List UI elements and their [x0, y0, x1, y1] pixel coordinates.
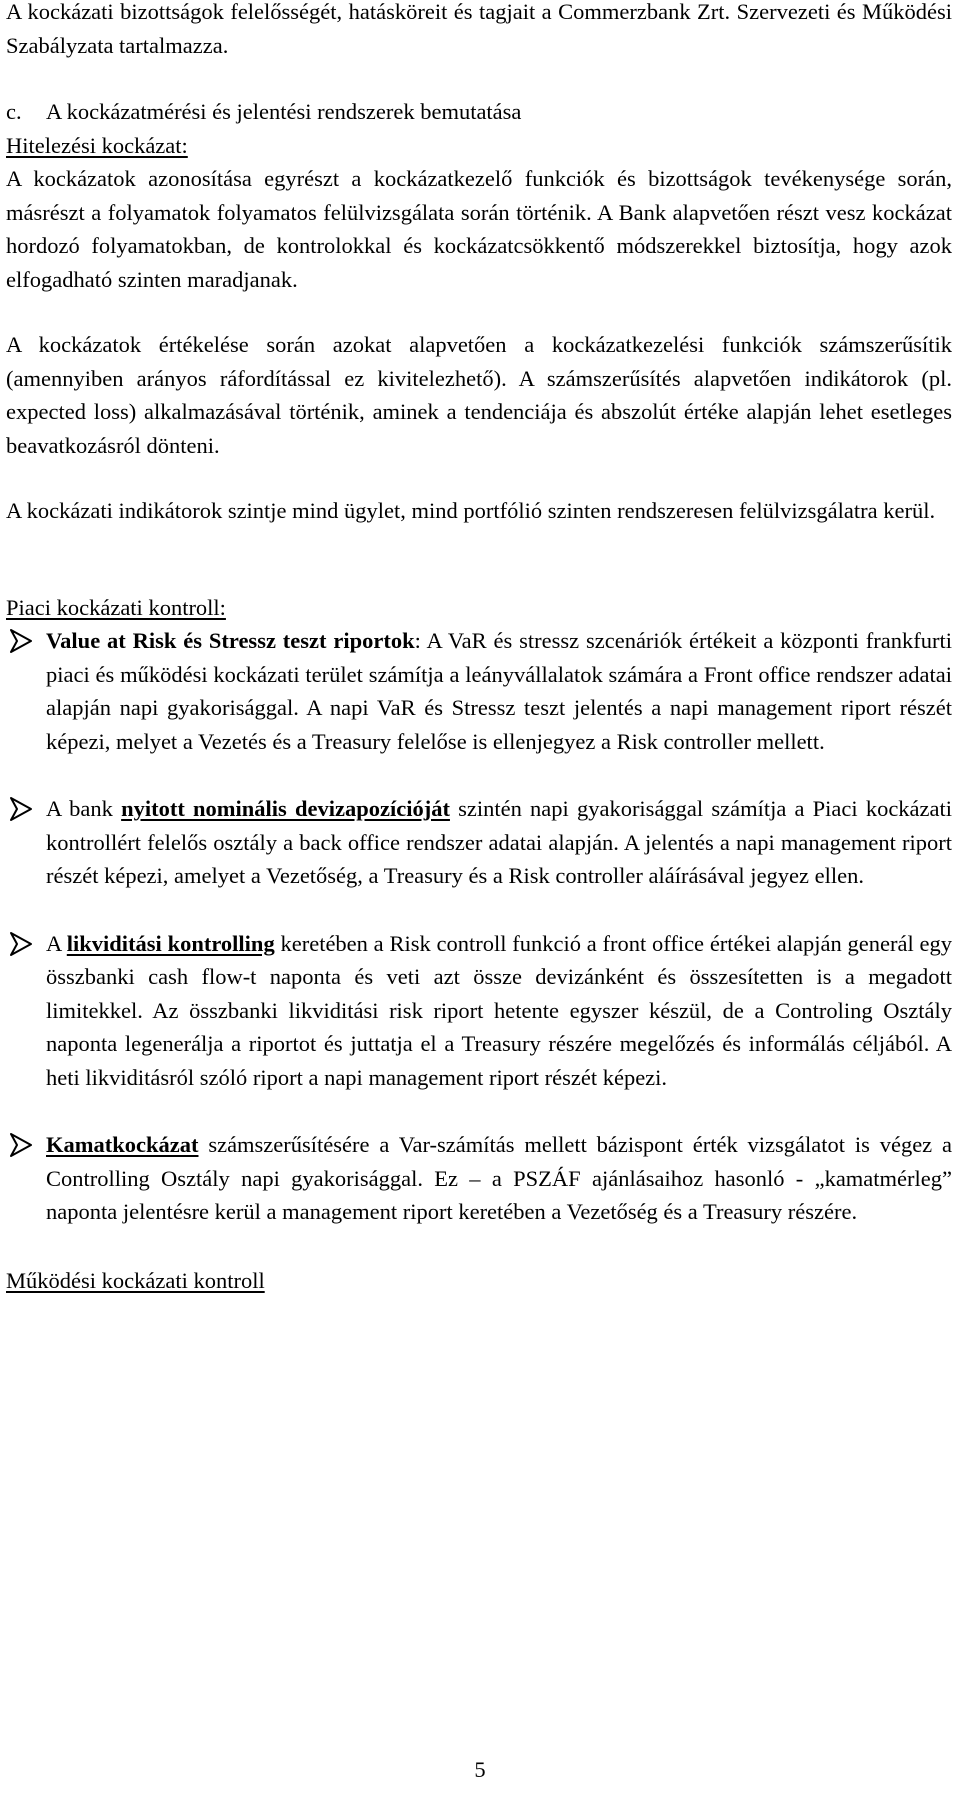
- credit-risk-heading: Hitelezési kockázat:: [6, 132, 188, 158]
- section-c-label: c.: [6, 99, 22, 124]
- arrowhead-bullet-icon: [8, 626, 34, 656]
- credit-paragraph-3: A kockázati indikátorok szintje mind ügylet, mind portfólió szinten rendszeresen felülvizsgálatra kerül.: [6, 498, 936, 523]
- bullet-liquidity-bold: likviditási kontrolling: [66, 930, 275, 956]
- section-c-title: [6, 95, 952, 129]
- bullet-item-var: Value at Risk és Stressz teszt riportok: A VaR és stressz szcenáriók értékeit a központi frankfurti piaci és működési kockázati terület számítja a leányvállalatok számára a Front office rendszer adatai alapján napi gyakorisággal. A napi VaR és Stressz teszt jelentés a napi management riport részét képezi, melyet a Vezetés és a Treasury felelőse is ellenjegyez a Risk controller mellett.: [6, 624, 952, 758]
- intro-paragraph: A kockázati bizottságok felelősségét, hatásköreit és tagjait a Commerzbank Zrt. Szervezeti és Működési Szabályzata tartalmazza.: [6, 0, 952, 58]
- bullet-fx-bold: nyitott nominális devizapozícióját: [121, 796, 450, 821]
- arrowhead-bullet-icon: [8, 1130, 34, 1160]
- market-risk-heading: Piaci kockázati kontroll:: [6, 594, 226, 620]
- arrowhead-bullet-icon: [8, 794, 34, 824]
- bullet-item-fx-position: A bank nyitott nominális devizapozícióját szintén napi gyakorisággal számítja a Piaci kockázati kontrollért felelős osztály a back office rendszer adatai alapján. A jelentés a napi management riport részét képezi, amelyet a Vezetőség, a Treasury és a Risk controller aláírásával jegyez ellen.: [6, 792, 952, 893]
- page-number: 5: [474, 1757, 486, 1782]
- bullet-var-bold: Value at Risk és Stressz teszt riportok: [46, 628, 415, 653]
- bullet-interest-bold: Kamatkockázat: [46, 1132, 199, 1157]
- credit-paragraph-1: A kockázatok azonosítása egyrészt a kockázatkezelő funkciók és bizottságok tevékenysége során, másrészt a folyamatok folyamatos felülvizsgálata során történik. A Bank alapvetően részt vesz kockázat hordozó folyamatokban, de kontrolokkal és kockázatcsökkentő módszerekkel biztosítja, hogy azok elfogadható szinten maradjanak.: [6, 166, 952, 292]
- market-bullet-list: [6, 624, 952, 1229]
- arrowhead-bullet-icon: [8, 929, 34, 959]
- bullet-item-interest-rate: Kamatkockázat számszerűsítésére a Var-számítás mellett bázispont érték vizsgálatot is végez a Controlling Osztály napi gyakorisággal. Ez – a PSZÁF ajánlásaihoz hasonló - „kamatmérleg” naponta jelentésre kerül a management riport keretében a Vezetőség és a Treasury részére.: [6, 1128, 952, 1229]
- section-c-text: A kockázatmérési és jelentési rendszerek bemutatása: [46, 99, 522, 124]
- credit-paragraph-2: A kockázatok értékelése során azokat alapvetően a kockázatkezelési funkciók számszerűsítik (amennyiben arányos ráfordítással ez kivitelezhető). A számszerűsítés alapvetően indikátorok (pl. expected loss) alkalmazásával történik, aminek a tendenciája és abszolút értéke alapján lehet esetleges beavatkozásról dönteni.: [6, 332, 952, 458]
- bullet-item-liquidity: A likviditási kontrolling keretében a Risk controll funkció a front office értékei alapján generál egy összbanki cash flow-t naponta és veti azt össze devizánként és összesítetten is a megadott limitekkel. Az összbanki likviditási risk riport hetente egyszer készül, de a Controling Osztály naponta legenerálja a riportot és juttatja el a Treasury részére megelőzés és informálás céljából. A heti likviditásról szóló riport a napi management riport részét képezi.: [6, 927, 952, 1095]
- operational-risk-heading: Működési kockázati kontroll: [6, 1267, 265, 1293]
